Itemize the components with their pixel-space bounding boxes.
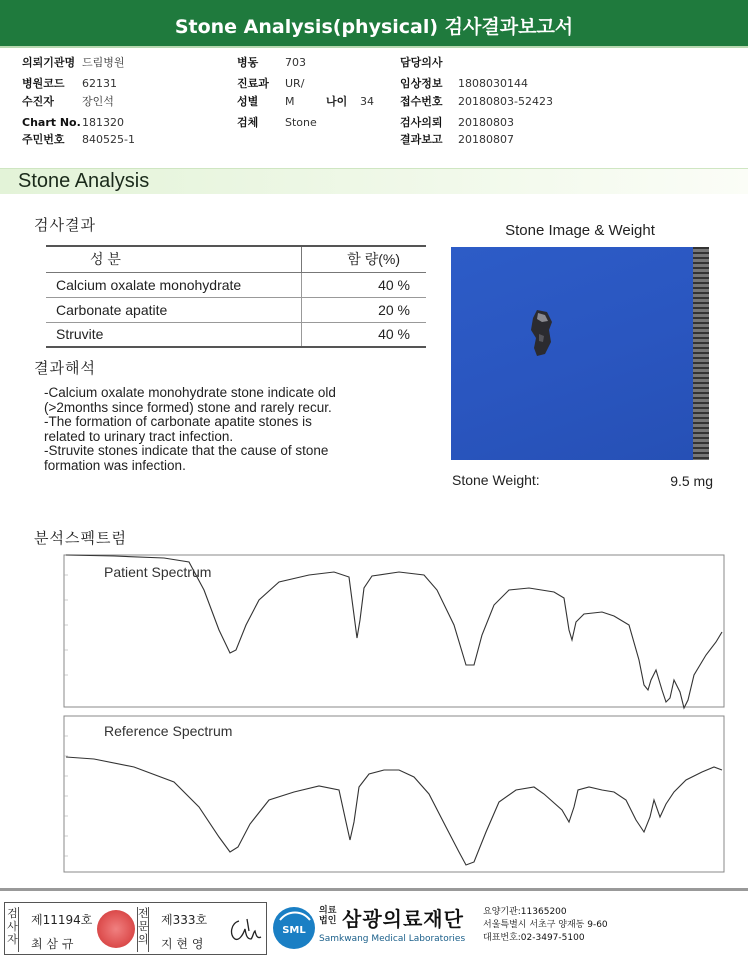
info-department: 진료과 UR/ [237, 77, 305, 90]
interpretation-text [44, 386, 444, 474]
interpretation-line: -Calcium oxalate monohydrate stone indicate old [44, 385, 336, 400]
results-title: 검사결과 [34, 216, 96, 234]
info-specimen: 검체 Stone [237, 116, 317, 129]
info-hospital-code: 병원코드 62131 [22, 77, 117, 90]
stone-weight-value: 9.5 mg [670, 473, 713, 489]
stone-specimen [527, 308, 555, 358]
table-row [46, 272, 426, 297]
spectrum-title: 분석스펙트럼 [34, 529, 127, 547]
info-receipt-no: 접수번호 20180803-52423 [400, 95, 553, 108]
org-info-line: 대표번호:02-3497-5100 [483, 933, 585, 943]
stone-weight-label: Stone Weight: [452, 472, 540, 488]
interpretation-line: formation was infection. [44, 457, 186, 473]
tester-label: 검사자 [7, 907, 19, 952]
info-patient: 수진자 장인석 [22, 95, 114, 108]
info-clinical: 임상정보 1808030144 [400, 77, 528, 90]
sml-logo-icon [272, 906, 316, 950]
info-resident-no: 주민번호 840525-1 [22, 133, 135, 146]
org-type: 의료법인 [319, 906, 337, 926]
info-chart-no: Chart No. 181320 [22, 116, 124, 129]
header-amount: 함 량(%) [301, 246, 426, 272]
info-clinic: 의뢰기관명 드림병원 [22, 56, 125, 69]
stone-photo [451, 247, 709, 460]
amount-cell: 40 % [301, 272, 426, 297]
interpretation-line: -Struvite stones indicate that the cause of stone [44, 443, 329, 459]
footer-divider [0, 888, 748, 891]
table-row [46, 322, 426, 347]
interpretation-line: related to urinary tract infection. [44, 428, 234, 444]
component-cell: Carbonate apatite [46, 297, 301, 322]
info-request-date: 검사의뢰 20180803 [400, 116, 514, 129]
info-report-date: 결과보고 20180807 [400, 133, 514, 146]
org-english-name: Samkwang Medical Laboratories [319, 934, 466, 944]
component-cell: Struvite [46, 322, 301, 347]
report-title: Stone Analysis(physical) 검사결과보고서 [174, 16, 574, 38]
amount-cell: 20 % [301, 297, 426, 322]
header-component: 성 분 [46, 246, 301, 272]
interpretation-title: 결과해석 [34, 359, 96, 377]
info-doctor: 담당의사 [400, 56, 443, 69]
tester-name: 최 삼 규 [31, 937, 74, 951]
signature-box [4, 902, 267, 955]
specialist-label: 전문의 [137, 907, 149, 952]
org-info-line: 요양기관:11365200 [483, 907, 567, 917]
specialist-name: 지 현 영 [161, 937, 204, 951]
org-contact-info [483, 906, 608, 945]
specialist-signature [225, 913, 265, 947]
org-info-line: 서울특별시 서초구 양재동 9-60 [483, 920, 608, 930]
amount-cell: 40 % [301, 322, 426, 347]
results-table [46, 245, 426, 348]
component-cell: Calcium oxalate monohydrate [46, 272, 301, 297]
info-age: 나이 34 [326, 95, 374, 108]
info-sex: 성별 M [237, 95, 295, 108]
photo-ruler [693, 247, 709, 460]
interpretation-line: (>2months since formed) stone and rarely recur. [44, 399, 332, 415]
interpretation-line: -The formation of carbonate apatite stones is [44, 414, 312, 430]
stone-image-title: Stone Image & Weight [505, 222, 655, 239]
svg-text:SML: SML [282, 925, 306, 936]
tester-seal [97, 910, 135, 948]
tester-number: 제11194호 [31, 913, 93, 927]
section-title: Stone Analysis [18, 170, 150, 192]
reference-spectrum-label: Reference Spectrum [104, 723, 233, 739]
patient-spectrum-label: Patient Spectrum [104, 564, 212, 580]
header-divider [0, 46, 748, 48]
org-name: 삼광의료재단 [342, 907, 464, 931]
table-row [46, 297, 426, 322]
specialist-number: 제333호 [161, 913, 208, 927]
info-ward: 병동 703 [237, 56, 306, 69]
